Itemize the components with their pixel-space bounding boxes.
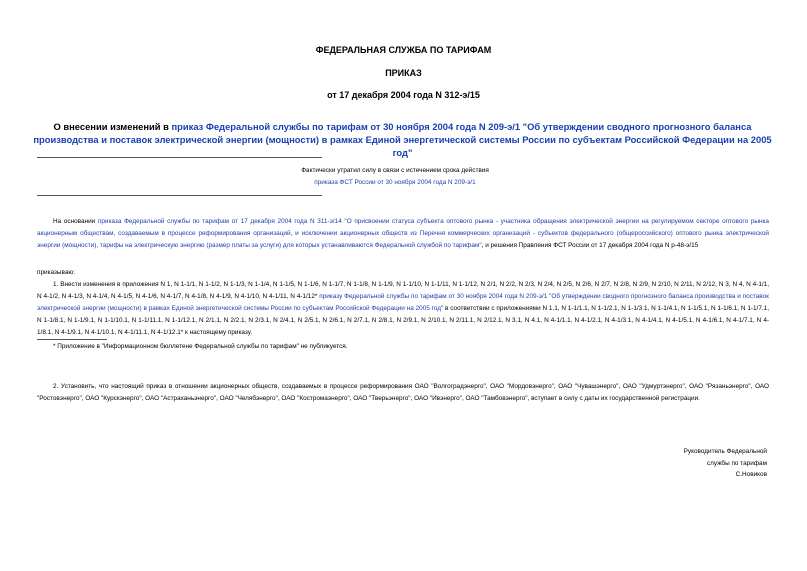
title-prefix: О внесении изменений в <box>53 121 172 132</box>
document-title <box>30 120 775 159</box>
footnote: * Приложение в "Информационном бюллетене Федеральной службы по тарифам" не публикуется. <box>53 343 348 350</box>
preamble-end: , и решения Правления ФСТ России от 17 декабря 2004 года N р-48-э/15 <box>481 242 699 249</box>
preamble-link[interactable]: приказа Федеральной службы по тарифам от 17 декабря 2004 года N 311-э/14 "О присвоении статуса субъекта оптового рынка - участника обращения электрической энергии на регулируемом секторе оптового рынка акционерным обществам, создаваемым в процессе реформирования организаций, и исключении акционерных обществ из Перечня коммерческих организаций - субъектов федерального (общероссийского) оптового рынка электрической энергии (мощности), тарифы на электрическую энергию (размер платы за услуги) для которых устанавливаются Федеральной службой по тарифам" <box>37 218 769 249</box>
signature-name: С.Новиков <box>735 471 767 478</box>
title-link[interactable]: приказ Федеральной службы по тарифам от 30 ноября 2004 года N 209-э/1 "Об утверждении сводного прогнозного баланса производства и поставок электрической энергии (мощности) в рамках Единой энергетической системы России по субъектам Российской Федерации на 2005 год" <box>33 121 772 158</box>
status-line: Фактически утратил силу в связи с истечением срока действия <box>301 167 489 174</box>
item-1-start: 1. Внести изменения в приложения N 1, N 1-1/1, N 1-1/2, N 1-1/3, N 1-1/4, N 1-1/5, N 1-1/6, N 1-1/7, N 1-1/8, N 1-1/9, N 1-1/10, N 1-1/11, N 1-1/12, N 2/1, N 2/2, N 2/3, N 2/4, N 2/5, N 2/6, N 2/7, N 2/8, N 2/9, N 2/10, N 2/11, N 2/12, N 3, N 4, N 4-1/1, N 4-1/2, N 4-1/3, N 4-1/4, N 4-1/5, N 4-1/6, N 4-1/7, N 4-1/8, N 4-1/9, N 4-1/10, N 4-1/11, N 4-1/12* <box>37 281 769 300</box>
status-note <box>215 165 575 189</box>
agency-name: ФЕДЕРАЛЬНАЯ СЛУЖБА ПО ТАРИФАМ <box>315 45 492 55</box>
item-1-end: в соответствии с приложениями N 1.1, N 1-1/1.1, N 1-1/2.1, N 1-1/3.1, N 1-1/4.1, N 1-1/5.1, N 1-1/6.1, N 1-1/7.1, N 1-1/8.1, N 1-1/9.1, N 1-1/10.1, N 1-1/11.1, N 1-1/12.1, N 2/1.1, N 2/2.1, N 2/3.1, N 2/4.1, N 2/5.1, N 2/6.1, N 2/7.1, N 2/8.1, N 2/9.1, N 2/10.1, N 2/11.1, N 2/12.1, N 3.1, N 4.1, N 4-1/1.1, N 4-1/2.1, N 4-1/3.1, N 4-1/4.1, N 4-1/5.1, N 4-1/6.1, N 4-1/7.1, N 4-1/8.1, N 4-1/9.1, N 4-1/10.1, N 4-1/11.1, N 4-1/12.1* к настоящему приказу. <box>37 305 769 336</box>
preamble-start: На основании <box>53 218 98 225</box>
divider-top <box>37 157 322 158</box>
status-link[interactable]: приказа ФСТ России от 30 ноября 2004 года N 209-э/1 <box>314 179 476 186</box>
signature-block <box>560 446 767 481</box>
signature-position: Руководитель Федеральной <box>683 448 767 455</box>
document-date-number: от 17 декабря 2004 года N 312-э/15 <box>327 90 480 100</box>
divider-bottom <box>37 195 322 196</box>
item-2-paragraph: 2. Установить, что настоящий приказ в отношении акционерных обществ, создаваемых в процессе реформирования ОАО "Волгоградэнерго", ОАО "Мордовэнерго", ОАО "Чувашэнерго", ОАО "Удмуртэнерго", ОАО "Рязаньэнерго", ОАО "Ростовэнерго", ОАО "Курскэнерго", ОАО "Астраханьэнерго", ОАО "Челябэнерго", ОАО "Костромаэнерго", ОАО "Тверьэнерго", ОАО "Ивэнерго", ОАО "Тамбовэнерго", вступает в силу с даты их государственной регистрации. <box>37 383 769 402</box>
item-1-paragraph <box>37 279 769 339</box>
orders-label: приказываю: <box>37 269 75 276</box>
document-type: ПРИКАЗ <box>385 68 422 78</box>
item-1-link[interactable]: приказу Федеральной службы по тарифам от 30 ноября 2004 года N 209-э/1 "Об утверждении сводного прогнозного баланса производства и поставок электрической энергии (мощности) в рамках Единой энергетической системы России по субъектам Российской Федерации на 2005 год" <box>37 293 769 312</box>
footnote-divider <box>37 339 107 340</box>
signature-agency: службы по тарифам <box>706 459 767 467</box>
preamble-paragraph <box>37 216 769 252</box>
